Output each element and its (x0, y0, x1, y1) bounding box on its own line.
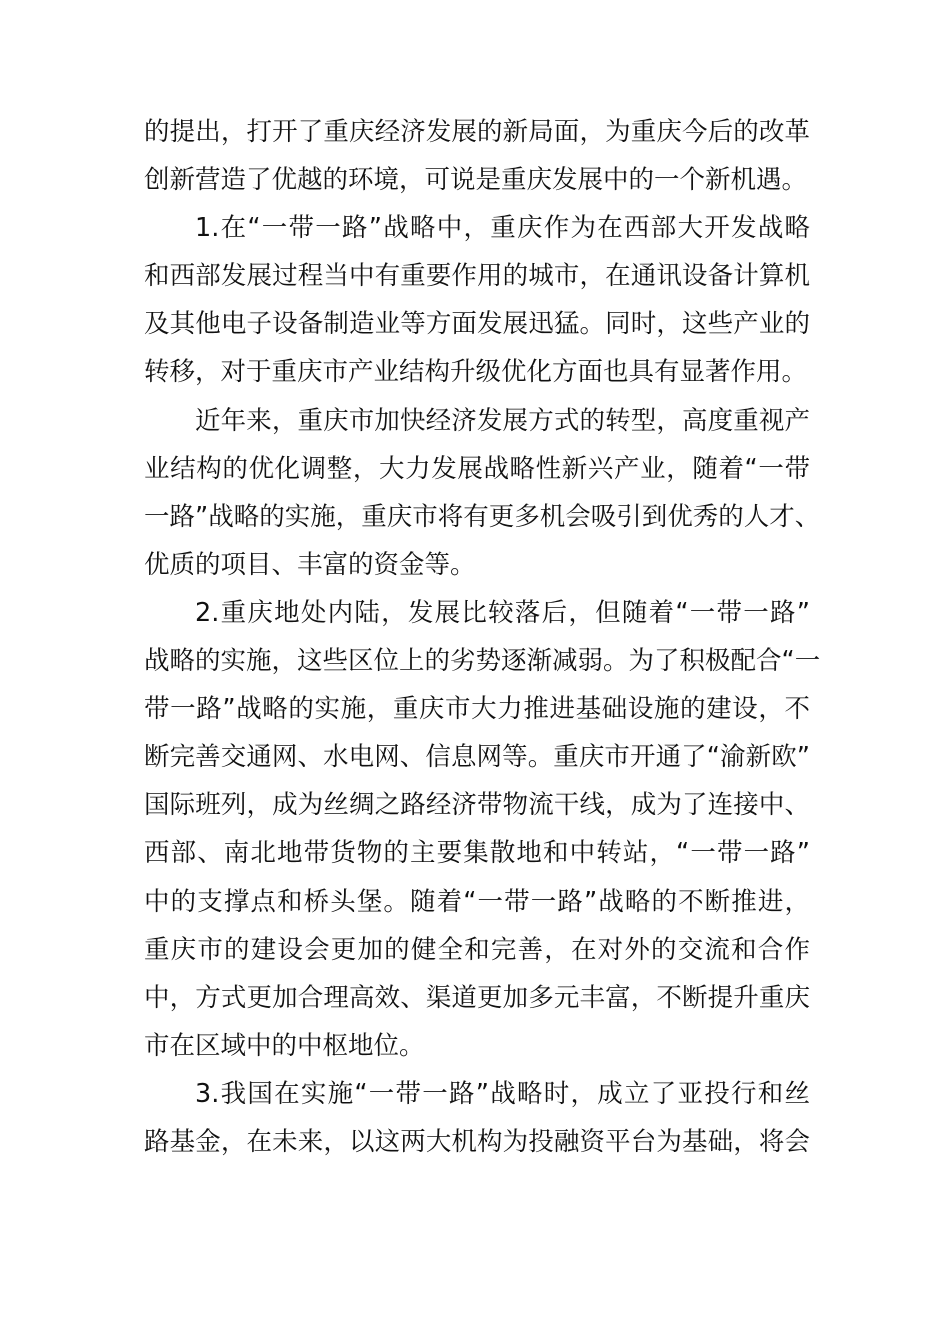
paragraph-first-line: 2.重庆地处内陆，发展比较落后，但随着“一带一路” (195, 597, 810, 628)
text-line: 路基金，在未来，以这两大机构为投融资平台为基础，将会 (144, 1126, 810, 1157)
text-line: 西部、南北地带货物的主要集散地和中转站，“一带一路” (144, 838, 810, 869)
text-line: 市在区域中的中枢地位。 (144, 1030, 425, 1061)
text-line: 优质的项目、丰富的资金等。 (144, 549, 476, 580)
text-line: 转移，对于重庆市产业结构升级优化方面也具有显著作用。 (144, 357, 808, 388)
text-line: 带一路”战略的实施，重庆市大力推进基础设施的建设，不 (144, 694, 810, 725)
text-line: 创新营造了优越的环境，可说是重庆发展中的一个新机遇。 (144, 165, 808, 196)
text-line: 和西部发展过程当中有重要作用的城市，在通讯设备计算机 (144, 261, 810, 292)
text-line: 断完善交通网、水电网、信息网等。重庆市开通了“渝新欧” (144, 742, 810, 773)
paragraph-first-line: 3.我国在实施“一带一路”战略时，成立了亚投行和丝 (195, 1078, 810, 1109)
text-line: 战略的实施，这些区位上的劣势逐渐减弱。为了积极配合“一 (144, 646, 821, 677)
body-text (144, 108, 821, 1166)
text-line: 及其他电子设备制造业等方面发展迅猛。同时，这些产业的 (144, 309, 810, 340)
text-line: 中，方式更加合理高效、渠道更加多元丰富，不断提升重庆 (144, 982, 810, 1013)
text-line: 的提出，打开了重庆经济发展的新局面，为重庆今后的改革 (144, 117, 810, 147)
paragraph-first-line: 1.在“一带一路”战略中，重庆作为在西部大开发战略 (195, 213, 810, 244)
text-line: 重庆市的建设会更加的健全和完善，在对外的交流和合作 (144, 934, 810, 965)
paragraph-first-line: 近年来，重庆市加快经济发展方式的转型，高度重视产 (195, 405, 810, 436)
text-line: 业结构的优化调整，大力发展战略性新兴产业，随着“一带 (144, 453, 810, 484)
text-line: 中的支撑点和桥头堡。随着“一带一路”战略的不断推进， (144, 886, 810, 917)
text-line: 一路”战略的实施，重庆市将有更多机会吸引到优秀的人才、 (144, 501, 821, 532)
text-line: 国际班列，成为丝绸之路经济带物流干线，成为了连接中、 (144, 790, 810, 821)
